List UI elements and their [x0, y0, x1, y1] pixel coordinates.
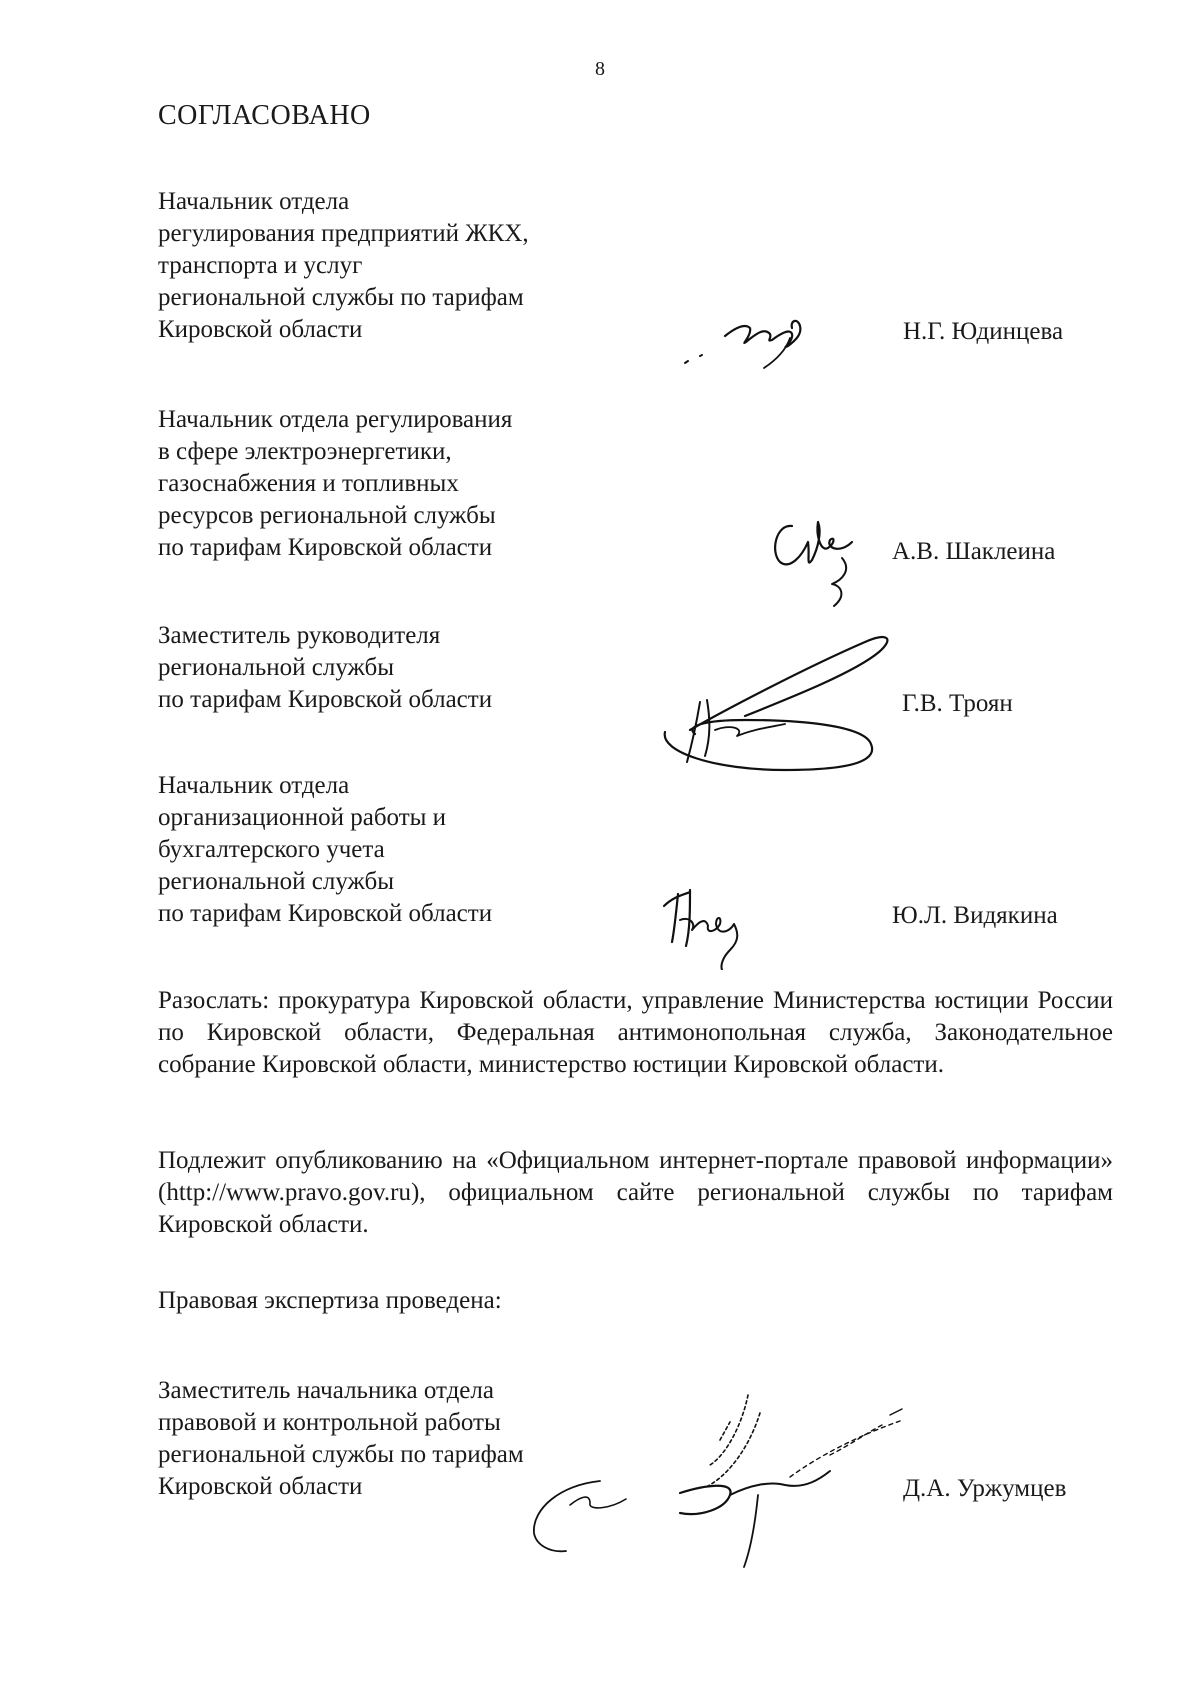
position-line: регулирования предприятий ЖКХ, [158, 220, 529, 247]
position-line: Начальник отдела [158, 188, 350, 215]
position-line: организационной работы и [158, 804, 447, 831]
approver-position [158, 620, 492, 716]
position-line: транспорта и услуг [158, 252, 363, 279]
position-line: Начальник отдела регулирования [158, 406, 513, 433]
approver-name: Г.В. Троян [902, 690, 1013, 717]
position-line: правовой и контрольной работы [158, 1409, 501, 1436]
approver-name: Ю.Л. Видякина [892, 902, 1058, 929]
approver-name: Н.Г. Юдинцева [903, 318, 1064, 345]
legal-approver-name: Д.А. Уржумцев [903, 1475, 1067, 1502]
legal-approver-position [158, 1375, 524, 1503]
position-line: ресурсов региональной службы [158, 502, 496, 529]
approver-position [158, 186, 529, 346]
position-line: региональной службы [158, 868, 395, 895]
signature-image [762, 512, 882, 612]
position-line: Начальник отдела [158, 772, 350, 799]
signature-image [680, 298, 830, 373]
position-line: региональной службы [158, 654, 395, 681]
position-line: региональной службы по тарифам [158, 1441, 524, 1468]
position-line: по тарифам Кировской области [158, 900, 493, 927]
position-line: Кировской области [158, 316, 363, 343]
distribution-list: Разослать: прокуратура Кировской области, управление Министерства юстиции России по Кировской области, Федеральная антимонопольная служба, Законодательное собрание Кировской области, министерство юстиции Кировской области. [158, 987, 1113, 1078]
signature-image [660, 880, 760, 970]
position-line: Кировской области [158, 1473, 363, 1500]
signature-image [655, 620, 895, 785]
position-line: в сфере электроэнергетики, [158, 438, 452, 465]
approval-heading: СОГЛАСОВАНО [158, 100, 371, 131]
position-line: Заместитель руководителя [158, 622, 441, 649]
legal-review-note: Правовая экспертиза проведена: [158, 1287, 502, 1314]
approver-position [158, 404, 512, 564]
position-line: газоснабжения и топливных [158, 470, 459, 497]
approver-name: А.В. Шаклеина [892, 538, 1056, 565]
publication-note: Подлежит опубликованию на «Официальном интернет-портале правовой информации» (http://www.pravo.gov.ru), официальном сайте региональной службы по тарифам Кировской области. [158, 1147, 1113, 1238]
position-line: по тарифам Кировской области [158, 534, 493, 561]
signature-image [530, 1385, 920, 1570]
position-line: региональной службы по тарифам [158, 284, 524, 311]
position-line: по тарифам Кировской области [158, 686, 493, 713]
approver-position [158, 770, 492, 930]
page-number: 8 [595, 58, 605, 80]
position-line: бухгалтерского учета [158, 836, 385, 863]
position-line: Заместитель начальника отдела [158, 1377, 494, 1404]
